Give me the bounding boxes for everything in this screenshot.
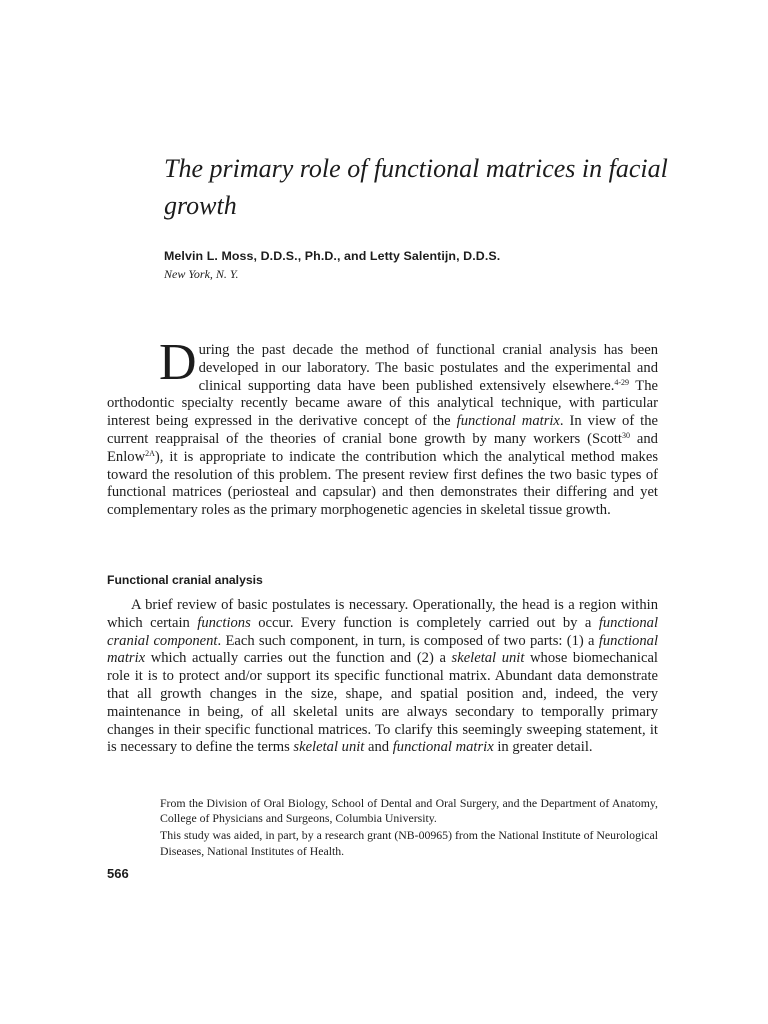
- footnote-affiliation: From the Division of Oral Biology, School of Dental and Oral Surgery, and the Department of Anatomy, College of Physicians and Surgeons, Columbia University.: [160, 796, 658, 826]
- reference-superscript: 2A: [145, 448, 155, 458]
- section-heading: Functional cranial analysis: [107, 573, 263, 587]
- footnote-funding: This study was aided, in part, by a research grant (NB-00965) from the National Institute of Neurological Diseases, National Institutes of Health.: [160, 828, 658, 858]
- reference-superscript: 30: [621, 430, 630, 440]
- section-text-1: A brief review of basic postulates is necessary. Operationally, the head is a region within which certain: [107, 597, 658, 631]
- section-paragraph: [107, 597, 658, 757]
- section-text-6: and: [364, 739, 393, 756]
- drop-cap-letter: D: [159, 334, 197, 391]
- section-text-4: which actually carries out the function and (2) a: [145, 650, 452, 667]
- term-functional-matrix: functional matrix: [392, 739, 494, 756]
- section-text-2: occur. Every function is completely carried out by a: [250, 614, 599, 631]
- intro-text-1: uring the past decade the method of functional cranial analysis has been developed in our laboratory. The basic postulates and the experimental and clinical supporting data have been published extensively elsewhere.: [198, 342, 658, 394]
- term-functional-matrix: functional matrix: [107, 632, 658, 667]
- section-text-3: . Each such component, in turn, is composed of two parts: (1) a: [217, 632, 599, 649]
- article-authors: Melvin L. Moss, D.D.S., Ph.D., and Letty Salentijn, D.D.S.: [164, 249, 501, 263]
- intro-paragraph: [107, 334, 658, 520]
- intro-text-4: and Enlow: [107, 430, 658, 465]
- term-functional-cranial-component: functional cranial component: [107, 614, 658, 649]
- article-title: The primary role of functional matrices in facial growth: [164, 154, 668, 220]
- term-skeletal-unit: skeletal unit: [293, 739, 365, 756]
- intro-text-3: . In view of the current reappraisal of the theories of cranial bone growth by many workers (Scott: [107, 413, 658, 447]
- section-text-7: in greater detail.: [493, 739, 593, 756]
- reference-superscript: 4-29: [614, 377, 630, 387]
- page-number: 566: [107, 866, 129, 881]
- intro-text-2: The orthodontic specialty recently became aware of this analytical technique, with particular interest being expressed in the derivative concept of the: [107, 377, 658, 430]
- author-location: New York, N. Y.: [164, 267, 239, 281]
- term-functions: functions: [197, 614, 251, 631]
- section-text-5: whose biomechanical role it is to protect and/or support its specific functional matrix. Abundant data demonstrate that all growth changes in the size, shape, and spatial position and, indeed, the very maintenance in being, of all skeletal units are always secondary to temporally primary changes in their specific functional matrices. To clarify this seemingly sweeping statement, it is necessary to define the terms: [107, 650, 658, 756]
- footnotes: [160, 796, 658, 861]
- term-functional-matrix: functional matrix: [456, 413, 560, 430]
- intro-text-5: ), it is appropriate to indicate the contribution which the analytical method makes toward the resolution of this problem. The present review first defines the two basic types of functional matrices (periosteal and capsular) and then demonstrates their differing and yet complementary roles as the primary morphogenetic agencies in skeletal tissue growth.: [107, 448, 658, 519]
- term-skeletal-unit: skeletal unit: [451, 650, 525, 667]
